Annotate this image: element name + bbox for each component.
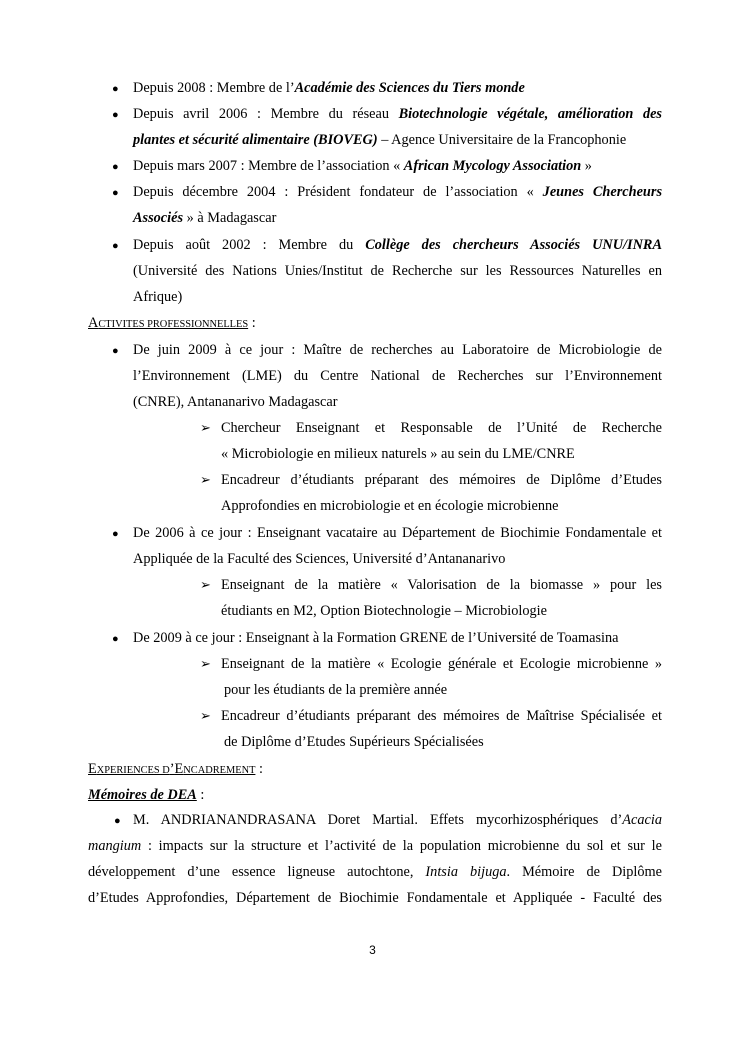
membership-2-line1: Depuis avril 2006 : Membre du réseau Biotechnologie végétale, amélioration des [133, 106, 662, 122]
membership-5-line1: Depuis août 2002 : Membre du Collège des chercheurs Associés UNU/INRA [133, 237, 662, 253]
membership-4-line1: Depuis décembre 2004 : Président fondateur de l’association « Jeunes Chercheurs [133, 184, 663, 200]
job3-sub1-line2: pour les étudiants de la première année [224, 682, 448, 698]
membership-1: Depuis 2008 : Membre de l’Académie des Sciences du Tiers monde [133, 80, 525, 96]
job1-sub1-line1: Chercheur Enseignant et Responsable de l’Unité de Recherche [221, 420, 662, 436]
bullet-icon: ● [112, 83, 119, 95]
membership-4-line2: Associés » à Madagascar [133, 210, 277, 226]
arrow-bullet-icon: ➢ [200, 472, 211, 487]
job1-line1: De juin 2009 à ce jour : Maître de recherches au Laboratoire de Microbiologie de [133, 342, 662, 358]
job2-sub-line2: étudiants en M2, Option Biotechnologie – Microbiologie [221, 603, 548, 619]
job2-line2: Appliquée de la Faculté des Sciences, Université d’Antananarivo [133, 551, 506, 567]
arrow-bullet-icon: ➢ [200, 708, 211, 723]
job3-sub1-line1: Enseignant de la matière « Ecologie générale et Ecologie microbienne » [221, 656, 662, 672]
job1-sub2-line2: Approfondies en microbiologie et en écologie microbienne [221, 498, 559, 514]
arrow-bullet-icon: ➢ [200, 420, 211, 435]
membership-2-line2: plantes et sécurité alimentaire (BIOVEG) – Agence Universitaire de la Francophonie [133, 132, 627, 148]
job1-sub1-line2: « Microbiologie en milieux naturels » au sein du LME/CNRE [221, 446, 575, 462]
arrow-bullet-icon: ➢ [200, 577, 211, 592]
job2-sub-line1: Enseignant de la matière « Valorisation de la biomasse » pour les [221, 577, 662, 593]
section-heading-activites: ACTIVITES PROFESSIONNELLES : [88, 315, 256, 331]
page-number: 3 [369, 943, 376, 957]
job1-sub2-line1: Encadreur d’étudiants préparant des mémoires de Diplôme d’Etudes [221, 472, 662, 488]
bullet-icon: ● [112, 161, 119, 173]
memoires-dea-heading: Mémoires de DEA : [88, 787, 205, 803]
bullet-icon: ● [114, 815, 121, 827]
memoire-line2: mangium : impacts sur la structure et l’activité de la population microbienne du sol et sur le [88, 838, 662, 854]
bullet-icon: ● [112, 109, 119, 121]
job3-sub2-line2: de Diplôme d’Etudes Supérieurs Spécialisées [224, 734, 484, 750]
bullet-icon: ● [112, 633, 119, 645]
arrow-bullet-icon: ➢ [200, 656, 211, 671]
membership-5-line2: (Université des Nations Unies/Institut de Recherche sur les Ressources Naturelles en [133, 263, 662, 279]
membership-5-line3: Afrique) [133, 289, 183, 305]
memoire-line1: M. ANDRIANANDRASANA Doret Martial. Effets mycorhizosphériques d’Acacia [133, 812, 662, 828]
bullet-icon: ● [112, 240, 119, 252]
bullet-icon: ● [112, 187, 119, 199]
membership-3: Depuis mars 2007 : Membre de l’association « African Mycology Association » [133, 158, 592, 174]
job1-line2: l’Environnement (LME) du Centre National de Recherches sur l’Environnement [133, 368, 662, 384]
bullet-icon: ● [112, 528, 119, 540]
job2-line1: De 2006 à ce jour : Enseignant vacataire au Département de Biochimie Fondamentale et [133, 525, 662, 541]
bullet-icon: ● [112, 345, 119, 357]
job3-sub2-line1: Encadreur d’étudiants préparant des mémoires de Maîtrise Spécialisée et [221, 708, 662, 724]
memoire-line3: développement d’une essence ligneuse autochtone, Intsia bijuga. Mémoire de Diplôme [88, 864, 662, 880]
memoire-line4: d’Etudes Approfondies, Département de Biochimie Fondamentale et Appliquée - Faculté des [88, 890, 662, 906]
section-heading-experiences: EXPERIENCES D’ENCADREMENT : [88, 761, 263, 777]
job1-line3: (CNRE), Antananarivo Madagascar [133, 394, 338, 410]
job3-line1: De 2009 à ce jour : Enseignant à la Formation GRENE de l’Université de Toamasina [133, 630, 619, 646]
